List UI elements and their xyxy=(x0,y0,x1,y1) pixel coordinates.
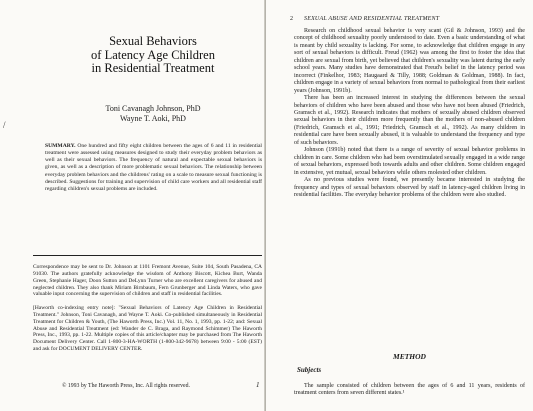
correspondence-footnote: Correspondence may be sent to Dr. Johnson at 1101 Fremont Avenue, Suite 104, South Pasadena, CA 91030. The authors gratefully acknowledge the wisdom of Anthony Biscott, Kichea Burt, Wanda Green, Stephanie Hager, Doon Sutton and DeLynn Turner who are excellent caregivers for abused and neglected children. They also thank Miriam Birnbaum, Fern Grunberger and Linda Waters, who gave valuable input concerning the supervision of children and staff in residential facilities. xyxy=(33,264,262,298)
footnote-divider xyxy=(33,255,262,256)
summary-abstract xyxy=(45,143,262,193)
method-heading: METHOD xyxy=(393,352,426,361)
subjects-heading: Subjects xyxy=(297,366,322,374)
page-number-left: 1 xyxy=(256,381,260,389)
paragraph-4: As no previous studies were found, we presently became interested in studying the frequency and types of sexual behaviors observed by staff in latency-aged children living in residential facilities. The everyday behavior problems of the children were also studied. xyxy=(294,177,525,198)
running-title: SEXUAL ABUSE AND RESIDENTIAL TREATMENT xyxy=(304,16,440,22)
author-1: Toni Cavanagh Johnson, PhD xyxy=(105,104,201,113)
article-title xyxy=(40,35,266,76)
right-page-body xyxy=(294,28,525,199)
title-line-3: in Residential Treatment xyxy=(91,61,215,75)
left-page xyxy=(0,0,266,411)
margin-mark: / xyxy=(3,120,6,130)
title-line-2: of Latency Age Children xyxy=(91,47,215,62)
page-number-right: 2 xyxy=(290,16,293,22)
paragraph-3: Johnson (1991b) noted that there is a range of severity of sexual behavior problems in children in care. Some children who had been overstimulated sexually engaged in a wide range of sexual behaviors, expressed both towards adults and other children. Some children engaged in extensive, yet mutual, sexual behaviors while others molested other children. xyxy=(294,147,525,176)
subjects-paragraph: The sample consisted of children between the ages of 6 and 11 years, residents of treatment centers from seven different states.¹ xyxy=(294,383,525,397)
paragraph-1: Research on childhood sexual behavior is very scant (Gil & Johnson, 1993) and the concept of childhood sexuality poorly understood to date. Even a basic understanding of what is meant by child sexuality is lacking. For some, to acknowledge that children engage in any sort of sexual behaviors is difficult. Freud (1962) was among the first to foster the idea that children are sexual from birth, yet believed that children's sexuality was latent during the early school years. Many studies have demonstrated that Freud's belief in the latency period was incorrect (Finkelhor, 1983; Haugaard & Tilly, 1988; Goldman & Goldman, 1988). In fact, children engage in a variety of sexual behaviors from normal to pathological from their earliest years (Johnson, 1991b). xyxy=(294,28,525,94)
summary-label: SUMMARY. xyxy=(45,143,76,149)
author-2: Wayne T. Aoki, PhD xyxy=(120,114,186,123)
paragraph-2: There has been an increased interest in studying the differences between the sexual behaviors of children who have been abused and those who have not been abused (Friedrich, Gramsch et al., 1992). Research indicates that mothers of sexually abused children observed sexual behaviors in their children more frequently than the mothers of non-abused children (Friedrich, Gramsch et al., 1991; Friedrich, Gramsch et al., 1992). As many children in residential care have been sexually abused, it is valuable to understand the frequency and type of such behaviors. xyxy=(294,95,525,146)
summary-text: One hundred and fifty eight children between the ages of 6 and 11 in residential treatment were assessed using measures designed to study their everyday problem behaviors as well as their sexual behaviors. The frequency of natural and expectable sexual behaviors is given, as well as a description of more problematic sexual behaviors. The relationship between everyday problem behaviors and the childrens' rating on a scale to measure sexual functioning is described. Suggestions for training and supervision of child care workers and all residential staff regarding children's sexual problems are included. xyxy=(45,143,262,192)
indexing-footnote: [Haworth co-indexing entry note]: "Sexual Behaviors of Latency Age Children in Residential Treatment." Johnson, Toni Cavanagh, and Wayne T. Aoki. Co-published simultaneously in Residential Treatment for Children & Youth, (The Haworth Press, Inc.) Vol. 11, No. 1, 1993, pp. 1-22; and: Sexual Abuse and Residential Treatment (ed: Wander de C. Braga, and Raymond Schimmer) The Haworth Press, Inc., 1993, pp. 1-22. Multiple copies of this article/chapter may be purchased from The Haworth Document Delivery Center. Call 1-800-3-HA-WORTH (1-800-342-9678) between 9:00 - 5:00 (EST) and ask for DOCUMENT DELIVERY CENTER. xyxy=(33,305,262,353)
copyright-line: © 1993 by The Haworth Press, Inc. All rights reserved. xyxy=(62,383,190,389)
author-block xyxy=(40,104,266,124)
subjects-paragraph-block xyxy=(294,383,525,398)
title-line-1: Sexual Behaviors xyxy=(109,34,197,48)
